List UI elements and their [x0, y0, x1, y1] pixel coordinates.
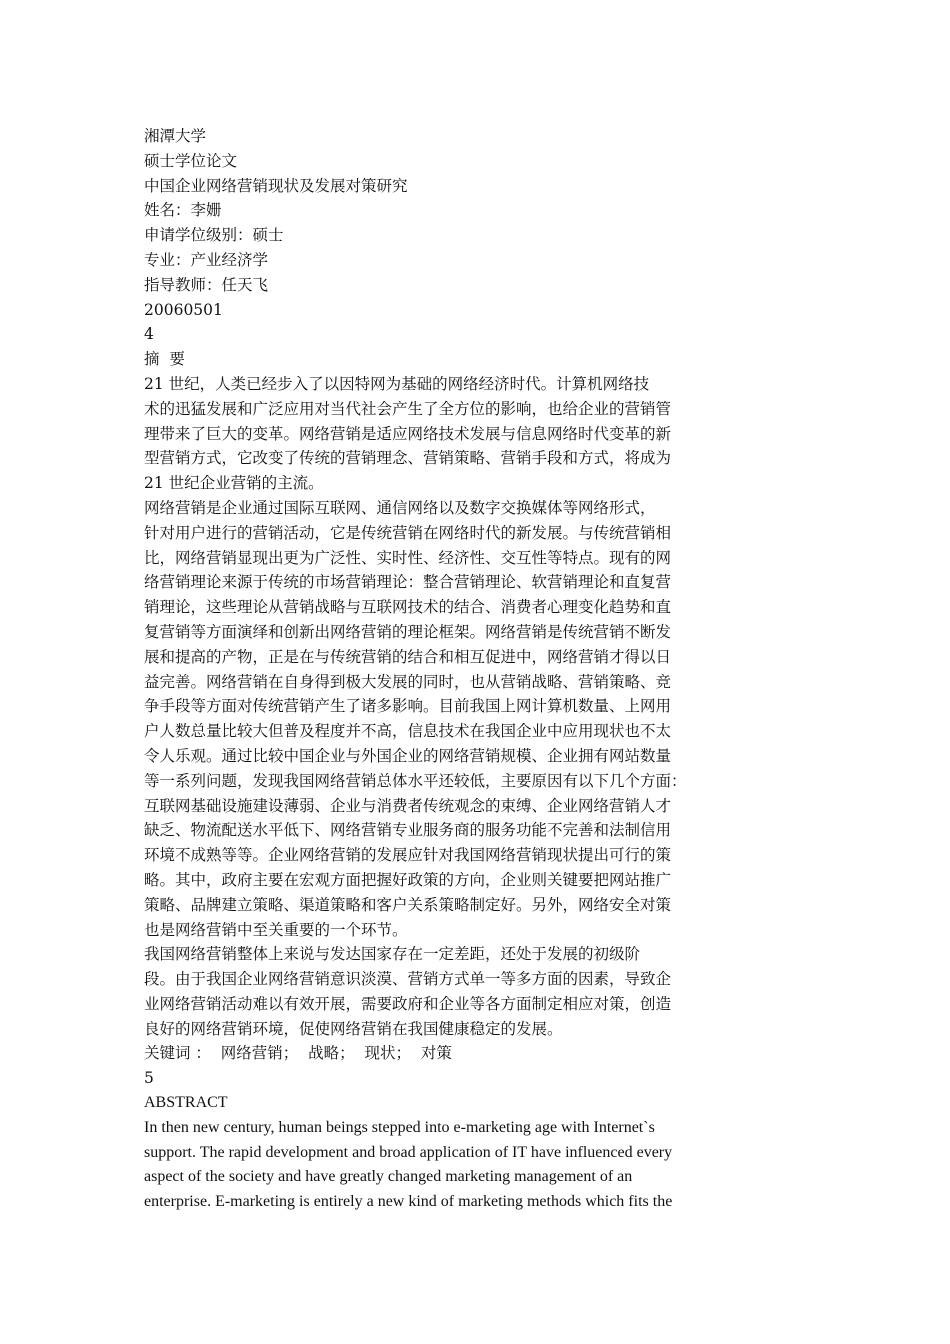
abstract-cn-line: 理带来了巨大的变革。网络营销是适应网络技术发展与信息网络时代变革的新	[144, 424, 672, 443]
keywords: 关键词 ： 网络营销； 战略； 现状； 对策	[144, 1044, 452, 1063]
abstract-cn-line: 良好的网络营销环境，促使网络营销在我国健康稳定的发展。	[144, 1019, 563, 1038]
abstract-cn-line: 业网络营销活动难以有效开展，需要政府和企业等各方面制定相应对策，创造	[144, 994, 672, 1013]
abstract-cn-heading: 摘 要	[144, 350, 185, 369]
abstract-cn-line: 术的迅猛发展和广泛应用对当代社会产生了全方位的影响，也给企业的营销管	[144, 399, 672, 418]
major: 专业：产业经济学	[144, 250, 269, 269]
abstract-cn-line: 互联网基础设施建设薄弱、企业与消费者传统观念的束缚、企业网络营销人才	[144, 796, 672, 815]
abstract-cn-line: 展和提高的产物，正是在与传统营销的结合和相互促进中，网络营销才得以日	[144, 647, 672, 666]
thesis-type: 硕士学位论文	[144, 151, 238, 170]
abstract-en-line: In then new century, human beings stepped into e-marketing age with Internet`s	[144, 1118, 655, 1136]
abstract-en-line: enterprise. E-marketing is entirely a new kind of marketing methods which fits the	[144, 1193, 673, 1211]
abstract-cn-line: 针对用户进行的营销活动，它是传统营销在网络时代的新发展。与传统营销相	[144, 523, 672, 542]
abstract-cn-line: 缺乏、物流配送水平低下、网络营销专业服务商的服务功能不完善和法制信用	[144, 821, 672, 840]
abstract-cn-line: 复营销等方面演绎和创新出网络营销的理论框架。网络营销是传统营销不断发	[144, 622, 672, 641]
abstract-cn-line: 型营销方式，它改变了传统的营销理念、营销策略、营销手段和方式，将成为	[144, 449, 672, 468]
document-page	[144, 124, 734, 1215]
page-number: 5	[144, 1069, 154, 1088]
abstract-cn-line: 络营销理论来源于传统的市场营销理论：整合营销理论、软营销理论和直复营	[144, 573, 672, 592]
abstract-cn-line: 争手段等方面对传统营销产生了诸多影响。目前我国上网计算机数量、上网用	[144, 697, 672, 716]
abstract-cn-line: 令人乐观。通过比较中国企业与外国企业的网络营销规模、企业拥有网站数量	[144, 746, 672, 765]
abstract-cn-line: 也是网络营销中至关重要的一个环节。	[144, 920, 408, 939]
page-number: 4	[144, 325, 154, 344]
abstract-cn-line: 户人数总量比较大但普及程度并不高，信息技术在我国企业中应用现状也不太	[144, 722, 672, 741]
abstract-cn-line: 段。由于我国企业网络营销意识淡漠、营销方式单一等多方面的因素，导致企	[144, 970, 672, 989]
abstract-cn-line: 等一系列问题，发现我国网络营销总体水平还较低，主要原因有以下几个方面：	[144, 771, 687, 790]
abstract-cn-line: 21 世纪，人类已经步入了以因特网为基础的网络经济时代。计算机网络技	[144, 374, 650, 393]
abstract-cn-line: 销理论，这些理论从营销战略与互联网技术的结合、消费者心理变化趋势和直	[144, 598, 672, 617]
abstract-en-line: support. The rapid development and broad application of IT have influenced every	[144, 1143, 673, 1161]
abstract-cn-line: 我国网络营销整体上来说与发达国家存在一定差距，还处于发展的初级阶	[144, 945, 641, 964]
abstract-en-line: aspect of the society and have greatly changed marketing management of an	[144, 1168, 633, 1186]
university-name: 湘潭大学	[144, 127, 207, 145]
abstract-cn-line: 环境不成熟等等。企业网络营销的发展应针对我国网络营销现状提出可行的策	[144, 846, 672, 865]
abstract-cn-line: 21 世纪企业营销的主流。	[144, 474, 324, 493]
submission-date: 20060501	[144, 300, 223, 319]
abstract-cn-line: 比，网络营销显现出更为广泛性、实时性、经济性、交互性等特点。现有的网	[144, 548, 672, 567]
degree-level: 申请学位级别：硕士	[144, 226, 284, 245]
abstract-cn-line: 网络营销是企业通过国际互联网、通信网络以及数字交换媒体等网络形式，	[144, 498, 656, 517]
author-name: 姓名：李姗	[144, 201, 222, 220]
advisor: 指导教师：任天飞	[144, 275, 269, 294]
abstract-cn-line: 略。其中，政府主要在宏观方面把握好政策的方向，企业则关键要把网站推广	[144, 870, 672, 889]
abstract-cn-line: 益完善。网络营销在自身得到极大发展的同时，也从营销战略、营销策略、竞	[144, 672, 672, 691]
abstract-en-heading: ABSTRACT	[144, 1094, 228, 1112]
abstract-cn-line: 策略、品牌建立策略、渠道策略和客户关系策略制定好。另外，网络安全对策	[144, 895, 672, 914]
thesis-title: 中国企业网络营销现状及发展对策研究	[144, 176, 408, 195]
